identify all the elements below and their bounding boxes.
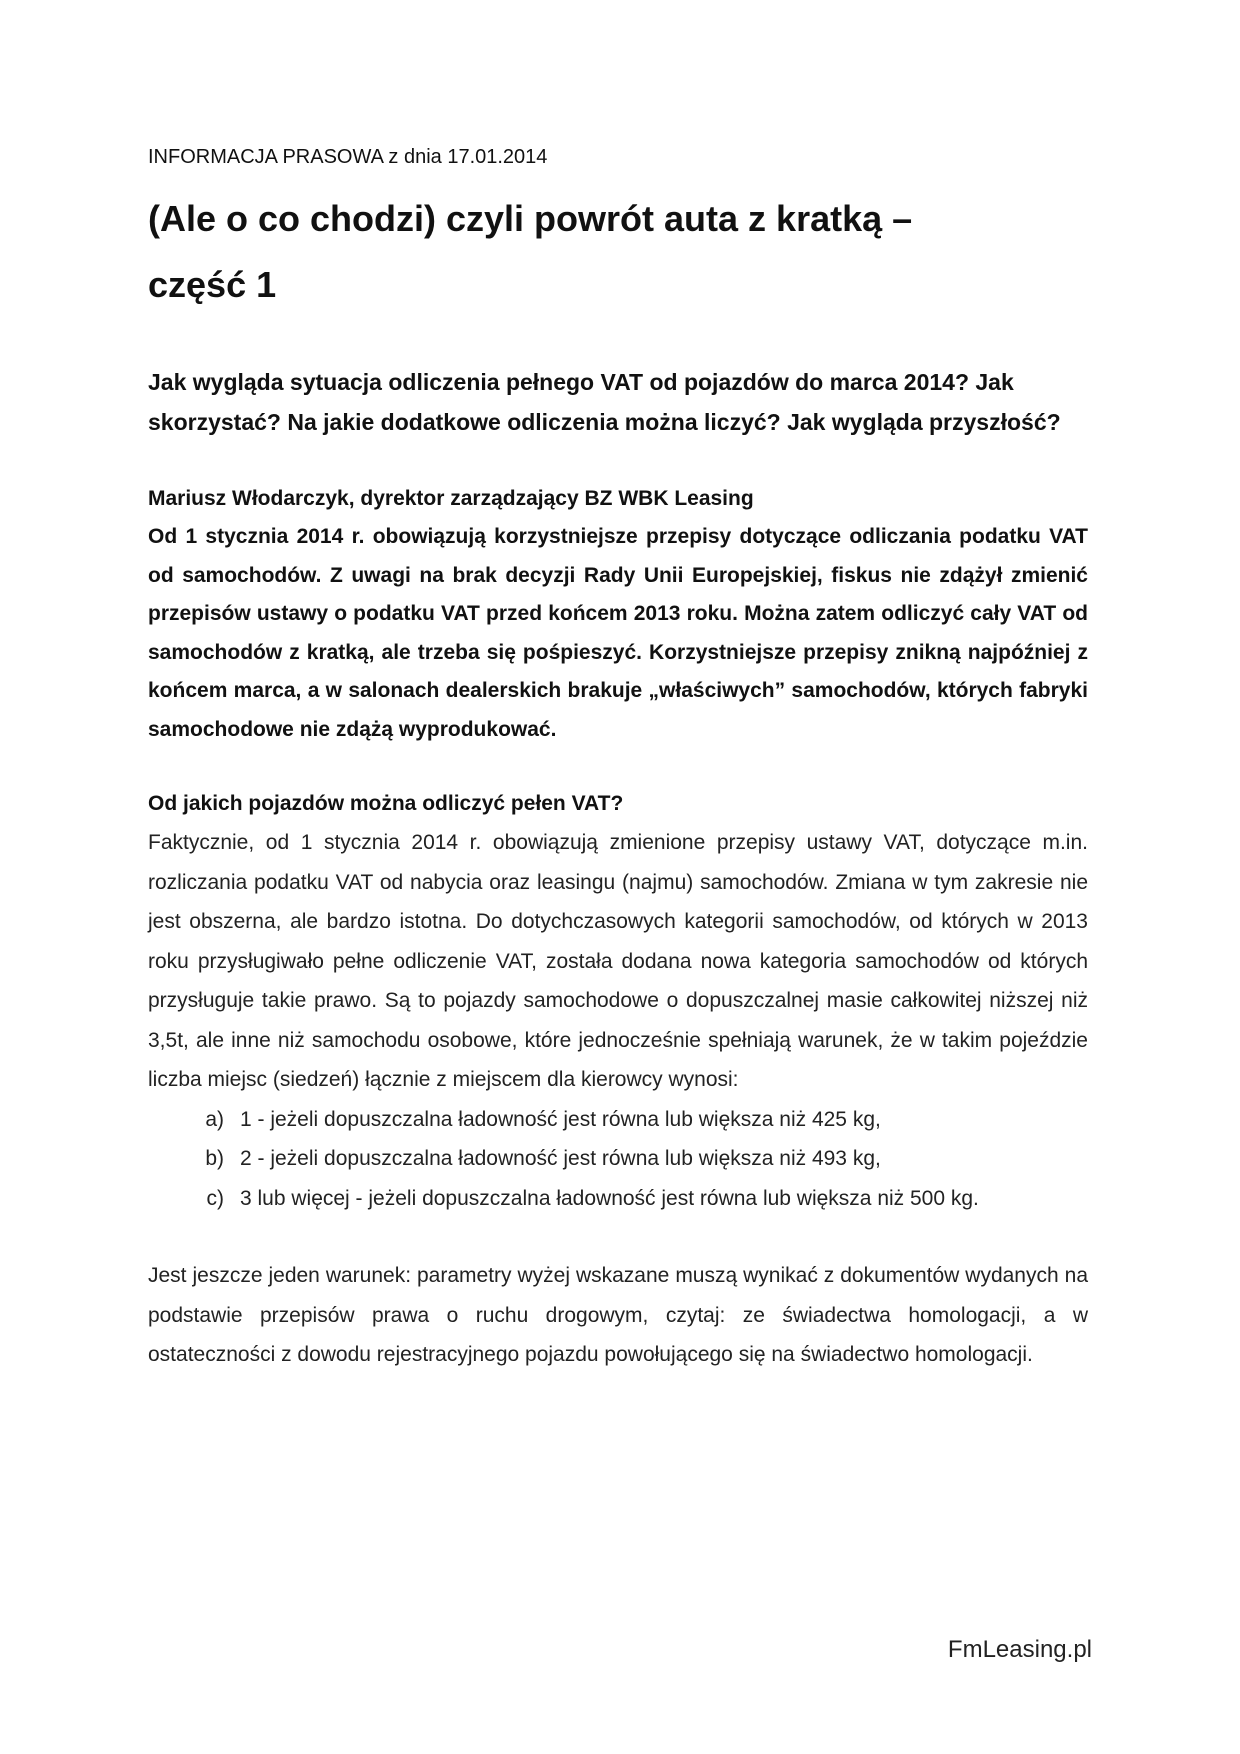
list-item-text: 1 - jeżeli dopuszczalna ładowność jest równa lub większa niż 425 kg,	[240, 1107, 881, 1131]
author-line: Mariusz Włodarczyk, dyrektor zarządzający BZ WBK Leasing	[148, 487, 754, 510]
article-title	[148, 186, 1088, 318]
list-item	[148, 1100, 1088, 1140]
article-title-line-2: część 1	[148, 264, 277, 305]
list-item-letter: a)	[205, 1107, 224, 1131]
list-item	[148, 1179, 1088, 1219]
section-heading: Od jakich pojazdów można odliczyć pełen VAT?	[148, 792, 624, 815]
footer-brand: FmLeasing.pl	[947, 1636, 1092, 1663]
press-release-date: INFORMACJA PRASOWA z dnia 17.01.2014	[148, 146, 548, 168]
conditions-list	[148, 1100, 1088, 1219]
section-paragraph-1: Faktycznie, od 1 stycznia 2014 r. obowiązują zmienione przepisy ustawy VAT, dotyczące m.in. rozliczania podatku VAT od nabycia oraz leasingu (najmu) samochodów. Zmiana w tym zakresie nie jest obszerna, ale bardzo istotna. Do dotychczasowych kategorii samochodów, od których w 2013 roku przysługiwało pełne odliczenie VAT, została dodana nowa kategoria samochodów od których przysługuje takie prawo. Są to pojazdy samochodowe o dopuszczalnej masie całkowitej niższej niż 3,5t, ale inne niż samochodu osobowe, które jednocześnie spełniają warunek, że w takim pojeździe liczba miejsc (siedzeń) łącznie z miejscem dla kierowcy wynosi:	[148, 831, 1088, 1091]
list-item-letter: c)	[206, 1186, 224, 1210]
list-item-letter: b)	[205, 1147, 224, 1170]
article-title-line-1: (Ale o co chodzi) czyli powrót auta z kratką –	[148, 198, 913, 239]
document-page	[148, 140, 1088, 1375]
list-item-text: 2 - jeżeli dopuszczalna ładowność jest równa lub większa niż 493 kg,	[240, 1147, 881, 1170]
lead-paragraph: Jak wygląda sytuacja odliczenia pełnego VAT od pojazdów do marca 2014? Jak skorzystać? Na jakie dodatkowe odliczenia można liczyć? Jak wygląda przyszłość?	[148, 369, 1061, 435]
intro-paragraph: Od 1 stycznia 2014 r. obowiązują korzystniejsze przepisy dotyczące odliczania podatku VAT od samochodów. Z uwagi na brak decyzji Rady Unii Europejskiej, fiskus nie zdążył zmienić przepisów ustawy o podatku VAT przed końcem 2013 roku. Można zatem odliczyć cały VAT od samochodów z kratką, ale trzeba się pośpieszyć. Korzystniejsze przepisy znikną najpóźniej z końcem marca, a w salonach dealerskich brakuje „właściwych” samochodów, których fabryki samochodowe nie zdążą wyprodukować.	[148, 525, 1088, 741]
list-item-text: 3 lub więcej - jeżeli dopuszczalna ładowność jest równa lub większa niż 500 kg.	[240, 1186, 979, 1210]
list-item	[148, 1139, 1088, 1179]
section-paragraph-2: Jest jeszcze jeden warunek: parametry wyżej wskazane muszą wynikać z dokumentów wydanych na podstawie przepisów prawa o ruchu drogowym, czytaj: ze świadectwa homologacji, a w ostateczności z dowodu rejestracyjnego pojazdu powołującego się na świadectwo homologacji.	[148, 1264, 1088, 1366]
